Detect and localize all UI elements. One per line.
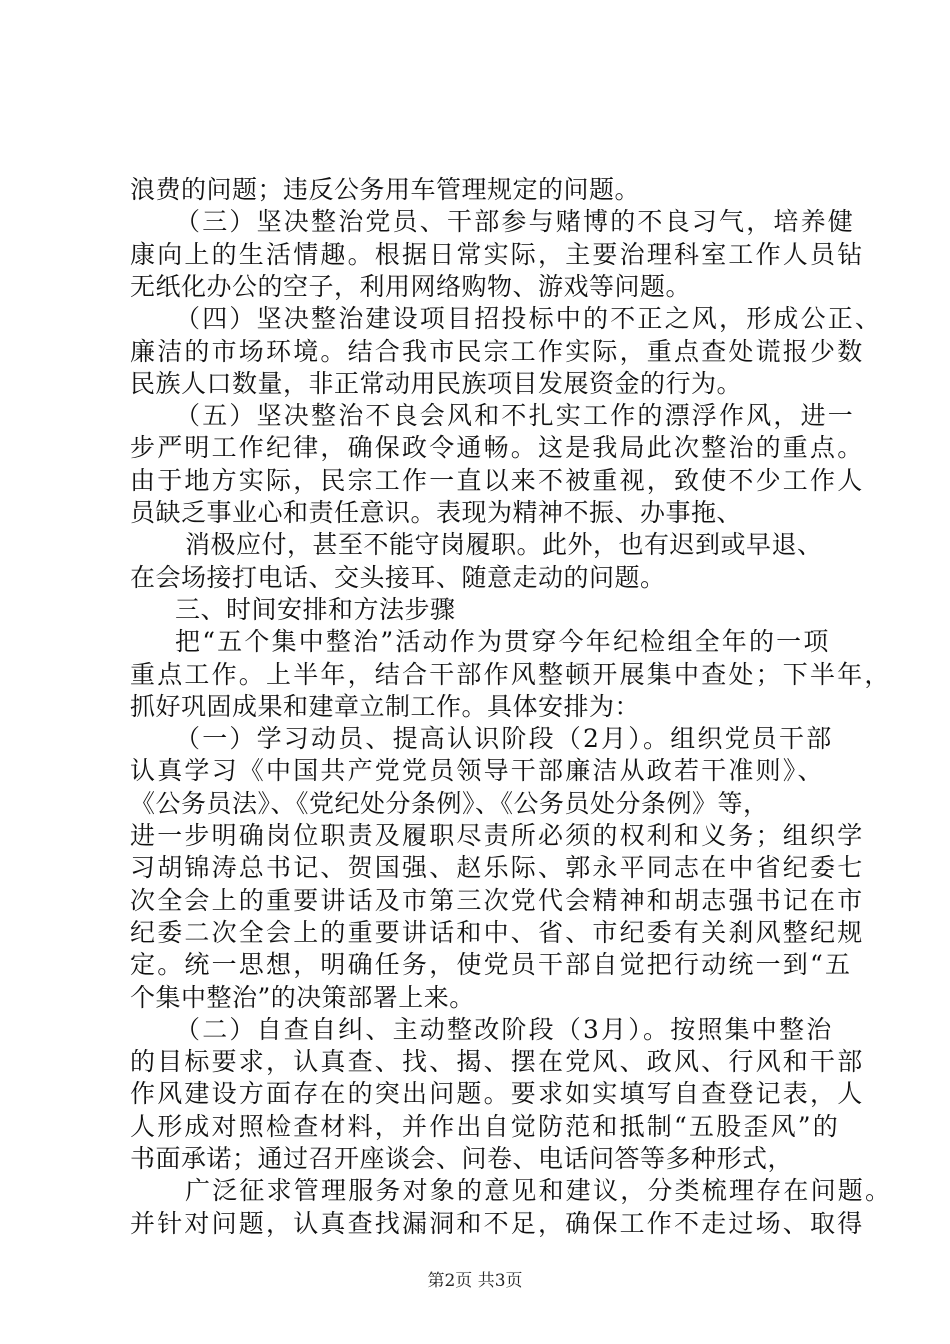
text-line: 浪费的问题；违反公务用车管理规定的问题。 bbox=[130, 175, 641, 204]
text-line: 康向上的生活情趣。根据日常实际，主要治理科室工作人员钻 bbox=[130, 239, 865, 269]
text-line: 《公务员法》、《党纪处分条例》、《公务员处分条例》等， bbox=[130, 788, 769, 818]
text-line: 定。统一思想，明确任务，使党员干部自觉把行动统一到“五 bbox=[130, 950, 853, 980]
text-line: 三、时间安排和方法步骤 bbox=[175, 594, 456, 624]
text-line: 并针对问题，认真查找漏洞和不足，确保工作不走过场、取得 bbox=[130, 1208, 865, 1238]
text-line: 进一步明确岗位职责及履职尽责所必须的权利和义务；组织学 bbox=[130, 821, 865, 850]
page-footer: 第2页 共3页 bbox=[427, 1271, 523, 1291]
text-line: 习胡锦涛总书记、贺国强、赵乐际、郭永平同志在中省纪委七 bbox=[130, 853, 865, 883]
text-line: 在会场接打电话、交头接耳、随意走动的问题。 bbox=[130, 562, 666, 592]
text-line: 员缺乏事业心和责任意识。表现为精神不振、办事拖、 bbox=[130, 498, 743, 527]
text-line: 把“五个集中整治”活动作为贯穿今年纪检组全年的一项 bbox=[175, 627, 831, 657]
text-line: 认真学习《中国共产党党员领导干部廉洁从政若干准则》、 bbox=[130, 756, 825, 786]
text-line: 个集中整治”的决策部署上来。 bbox=[130, 982, 475, 1012]
text-line: 次全会上的重要讲话及市第三次党代会精神和胡志强书记在市 bbox=[130, 885, 865, 915]
text-line: 由于地方实际，民宗工作一直以来不被重视，致使不少工作人 bbox=[130, 465, 865, 495]
text-line: （一）学习动员、提高认识阶段（2月）。组织党员干部 bbox=[175, 724, 834, 754]
text-line: 重点工作。上半年，结合干部作风整顿开展集中查处；下半年， bbox=[130, 659, 892, 689]
text-line: 书面承诺；通过召开座谈会、问卷、电话问答等多种形式， bbox=[130, 1144, 794, 1173]
text-line: （三）坚决整治党员、干部参与赌博的不良习气，培养健 bbox=[175, 207, 856, 237]
text-line: 的目标要求，认真查、找、揭、摆在党风、政风、行风和干部 bbox=[130, 1047, 865, 1077]
text-line: 廉洁的市场环境。结合我市民宗工作实际，重点查处谎报少数 bbox=[130, 336, 865, 366]
text-line: 无纸化办公的空子，利用网络购物、游戏等问题。 bbox=[130, 271, 692, 301]
text-line: 纪委二次全会上的重要讲话和中、省、市纪委有关刹风整纪规 bbox=[130, 917, 865, 947]
text-line: （五）坚决整治不良会风和不扎实工作的漂浮作风，进一 bbox=[175, 401, 856, 431]
text-line: 抓好巩固成果和建章立制工作。具体安排为： bbox=[130, 691, 641, 721]
text-line: （四）坚决整治建设项目招投标中的不正之风，形成公正、 bbox=[175, 304, 883, 334]
text-line: 作风建设方面存在的突出问题。要求如实填写自查登记表，人 bbox=[130, 1079, 865, 1109]
text-line: 民族人口数量，非正常动用民族项目发展资金的行为。 bbox=[130, 368, 743, 398]
text-line: 人形成对照检查材料，并作出自觉防范和抵制“五股歪风”的 bbox=[130, 1111, 840, 1141]
text-line: 步严明工作纪律，确保政令通畅。这是我局此次整治的重点。 bbox=[130, 433, 865, 463]
text-line: 广泛征求管理服务对象的意见和建议，分类梳理存在问题。 bbox=[185, 1176, 893, 1206]
text-line: 消极应付，甚至不能守岗履职。此外，也有迟到或早退、 bbox=[185, 530, 823, 560]
text-line: （二）自查自纠、主动整改阶段（3月）。按照集中整治 bbox=[175, 1014, 834, 1044]
